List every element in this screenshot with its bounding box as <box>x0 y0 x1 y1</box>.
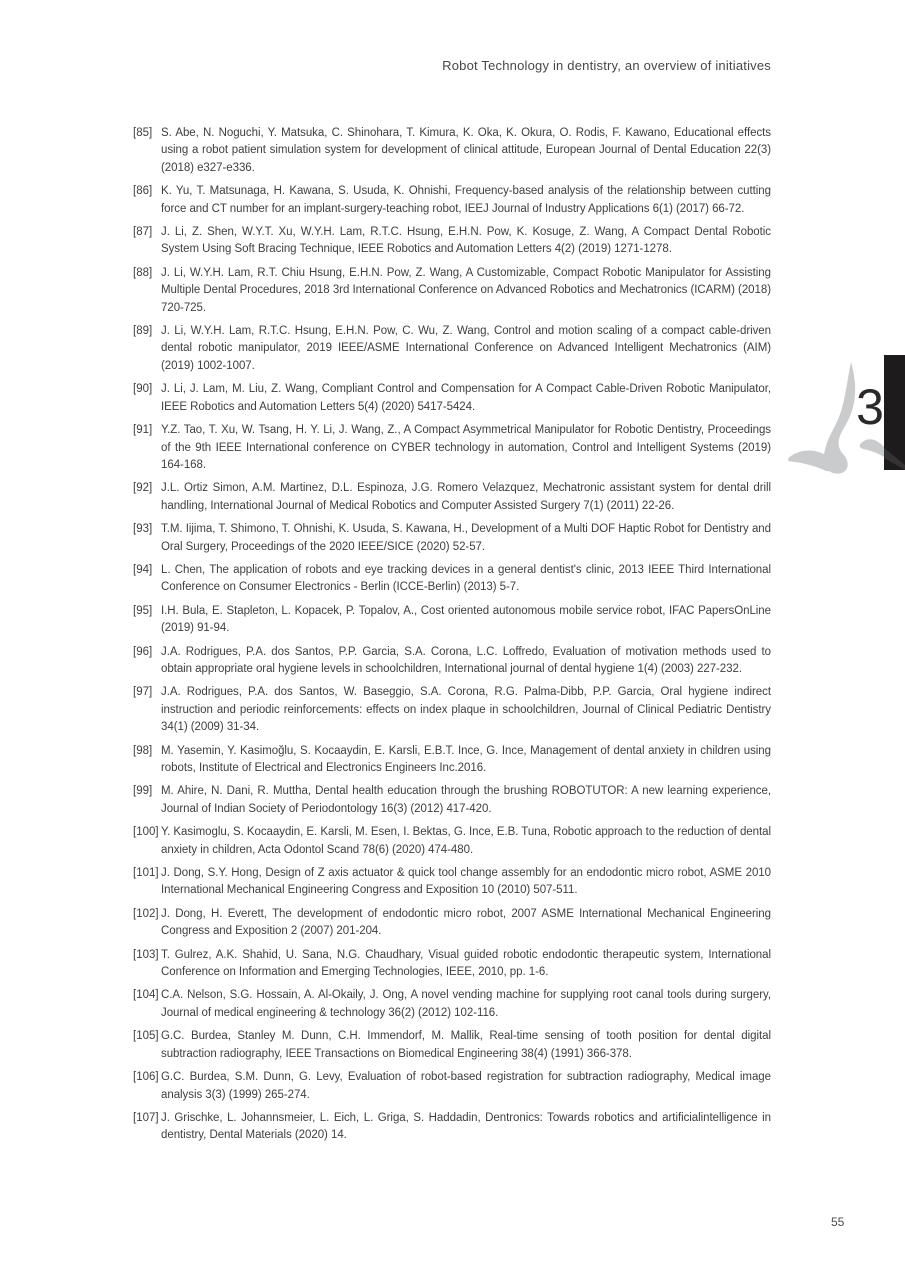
reference-label: [88] <box>133 266 153 279</box>
reference-text: G.C. Burdea, S.M. Dunn, G. Levy, Evaluation of robot-based registration for subtraction radiography, Medical image analysis 3(3) (1999) 265-274. <box>161 1071 771 1101</box>
reference-text: J. Li, W.Y.H. Lam, R.T. Chiu Hsung, E.H.N. Pow, Z. Wang, A Customizable, Compact Robotic Manipulator for Assisting Multiple Dental Procedures, 2018 3rd International Conference on Advanced Robotics and Mechatronics (ICARM) (2018) 720-725. <box>161 266 771 314</box>
reference-item <box>133 947 771 982</box>
chapter-tab-graphic <box>780 340 905 485</box>
reference-text: J. Dong, H. Everett, The development of endodontic micro robot, 2007 ASME International Mechanical Engineering Congress and Exposition 2 (2007) 201-204. <box>161 907 771 938</box>
reference-item <box>133 1028 771 1063</box>
tooth-root-tip-icon <box>860 439 884 457</box>
reference-text: M. Ahire, N. Dani, R. Muttha, Dental health education through the brushing ROBOTUTOR: A new learning experience, Journal of Indian Society of Periodontology 16(3) (2012) 417-420. <box>161 785 771 815</box>
chapter-tab <box>780 340 905 485</box>
chapter-number: 3 <box>856 379 884 435</box>
reference-label: [96] <box>133 645 153 658</box>
reference-label: [107] <box>133 1111 159 1124</box>
reference-label: [100] <box>133 826 159 839</box>
reference-label: [103] <box>133 948 159 961</box>
reference-label: [86] <box>133 185 153 198</box>
reference-text: M. Yasemin, Y. Kasimoğlu, S. Kocaaydin, E. Karsli, E.B.T. Ince, G. Ince, Management of dental anxiety in children using robots, Institute of Electrical and Electronics Engineers Inc.2016. <box>161 744 771 774</box>
reference-item <box>133 743 771 778</box>
reference-text: J. Li, Z. Shen, W.Y.T. Xu, W.Y.H. Lam, R.T.C. Hsung, E.H.N. Pow, K. Kosuge, Z. Wang, A Compact Dental Robotic System Using Soft Bracing Technique, IEEE Robotics and Automation Letters 4(2) (2019) 1271-1278. <box>161 226 771 256</box>
reference-text: I.H. Bula, E. Stapleton, L. Kopacek, P. Topalov, A., Cost oriented autonomous mobile service robot, IFAC PapersOnLine (2019) 91-94. <box>161 604 771 635</box>
reference-label: [105] <box>133 1030 159 1043</box>
reference-text: L. Chen, The application of robots and eye tracking devices in a general dentist's clinic, 2013 IEEE Third International Conference on Consumer Electronics - Berlin (ICCE-Berlin) (2013) 5-7. <box>161 563 771 594</box>
reference-label: [85] <box>133 127 153 139</box>
reference-text: J.A. Rodrigues, P.A. dos Santos, W. Baseggio, S.A. Corona, R.G. Palma-Dibb, P.P. Garcia, Oral hygiene indirect instruction and periodic reinforcements: effects on index plaque in schoolchildren, Journal of Clinical Pediatric Dentistry 34(1) (2009) 31-34. <box>161 686 771 734</box>
reference-label: [104] <box>133 989 159 1002</box>
reference-text: J.A. Rodrigues, P.A. dos Santos, P.P. Garcia, S.A. Corona, L.C. Loffredo, Evaluation of motivation methods used to obtain appropriate oral hygiene levels in schoolchildren, International journal of dental hygiene 1(4) (2003) 227-232. <box>161 645 771 675</box>
reference-text: Y.Z. Tao, T. Xu, W. Tsang, H. Y. Li, J. Wang, Z., A Compact Asymmetrical Manipulator for Robotic Dentistry, Proceedings of the 9th IEEE International conference on CYBER technology in automation, Control and Intelligent Systems (2019) 164-168. <box>161 424 771 471</box>
reference-item <box>133 824 771 859</box>
reference-label: [102] <box>133 907 159 920</box>
reference-label: [97] <box>133 686 153 699</box>
reference-item <box>133 865 771 900</box>
reference-item <box>133 422 771 474</box>
reference-text: J.L. Ortiz Simon, A.M. Martinez, D.L. Espinoza, J.G. Romero Velazquez, Mechatronic assistant system for dental drill handling, International Journal of Medical Robotics and Computer Assisted Surgery 7(1) (2011) 22-26. <box>161 482 771 512</box>
reference-item <box>133 987 771 1022</box>
reference-item <box>133 381 771 416</box>
reference-item <box>133 644 771 679</box>
reference-label: [91] <box>133 424 153 437</box>
reference-label: [87] <box>133 226 153 239</box>
reference-text: J. Li, J. Lam, M. Liu, Z. Wang, Compliant Control and Compensation for A Compact Cable-Driven Robotic Manipulator, IEEE Robotics and Automation Letters 5(4) (2020) 5417-5424. <box>161 383 771 413</box>
reference-list <box>133 125 771 1151</box>
page-number: 55 <box>831 1215 845 1229</box>
reference-text: T. Gulrez, A.K. Shahid, U. Sana, N.G. Chaudhary, Visual guided robotic endodontic therapeutic system, International Conference on Information and Emerging Technologies, IEEE, 2010, pp. 1-6. <box>161 948 771 979</box>
reference-item <box>133 521 771 556</box>
reference-text: Y. Kasimoglu, S. Kocaaydin, E. Karsli, M. Esen, I. Bektas, G. Ince, E.B. Tuna, Robotic approach to the reduction of dental anxiety in children, Acta Odontol Scand 78(6) (2020) 474-480. <box>161 826 771 856</box>
reference-text: S. Abe, N. Noguchi, Y. Matsuka, C. Shinohara, T. Kimura, K. Oka, K. Okura, O. Rodis, F. Kawano, Educational effects using a robot patient simulation system for development of clinical attitude, European Journal of Dental Education 22(3) (2018) e327-e336. <box>161 127 771 174</box>
reference-text: J. Grischke, L. Johannsmeier, L. Eich, L. Griga, S. Haddadin, Dentronics: Towards robotics and artificialintelligence in dentistry, Dental Materials (2020) 14. <box>161 1111 771 1142</box>
reference-item <box>133 265 771 317</box>
reference-label: [99] <box>133 785 153 798</box>
reference-item <box>133 1069 771 1104</box>
reference-text: T.M. Iijima, T. Shimono, T. Ohnishi, K. Usuda, S. Kawana, H., Development of a Multi DOF Haptic Robot for Dentistry and Oral Surgery, Proceedings of the 2020 IEEE/SICE (2020) 52-57. <box>161 523 771 553</box>
reference-item <box>133 603 771 638</box>
reference-label: [93] <box>133 523 153 536</box>
reference-item <box>133 224 771 259</box>
reference-text: C.A. Nelson, S.G. Hossain, A. Al-Okaily, J. Ong, A novel vending machine for supplying root canal tools during surgery, Journal of medical engineering & technology 36(2) (2012) 102-116. <box>161 989 771 1019</box>
reference-item <box>133 480 771 515</box>
reference-label: [98] <box>133 744 153 757</box>
reference-label: [106] <box>133 1071 159 1084</box>
reference-item <box>133 906 771 941</box>
reference-item <box>133 783 771 818</box>
reference-text: K. Yu, T. Matsunaga, H. Kawana, S. Usuda, K. Ohnishi, Frequency-based analysis of the relationship between cutting force and CT number for an implant-surgery-teaching robot, IEEJ Journal of Industry Applications 6(1) (2017) 66-72. <box>161 185 771 215</box>
reference-item <box>133 1110 771 1145</box>
tooth-root-icon <box>824 362 855 474</box>
reference-label: [89] <box>133 325 153 338</box>
reference-label: [101] <box>133 867 159 880</box>
reference-label: [90] <box>133 383 153 396</box>
reference-item <box>133 562 771 597</box>
reference-label: [95] <box>133 604 153 617</box>
reference-item <box>133 183 771 218</box>
reference-text: G.C. Burdea, Stanley M. Dunn, C.H. Immendorf, M. Mallik, Real-time sensing of tooth position for dental digital subtraction radiography, IEEE Transactions on Biomedical Engineering 38(4) (1991) 366-378. <box>161 1030 771 1060</box>
reference-item <box>133 323 771 375</box>
reference-item <box>133 125 771 177</box>
reference-text: J. Li, W.Y.H. Lam, R.T.C. Hsung, E.H.N. Pow, C. Wu, Z. Wang, Control and motion scaling of a compact cable-driven dental robotic manipulator, 2019 IEEE/ASME International Conference on Advanced Intelligent Mechatronics (AIM) (2019) 1002-1007. <box>161 325 771 372</box>
running-header-title: Robot Technology in dentistry, an overview of initiatives <box>442 58 771 73</box>
reference-label: [94] <box>133 563 153 576</box>
reference-item <box>133 684 771 736</box>
reference-text: J. Dong, S.Y. Hong, Design of Z axis actuator & quick tool change assembly for an endodontic micro robot, ASME 2010 International Mechanical Engineering Congress and Exposition 10 (2010) 507-511. <box>161 867 771 897</box>
reference-label: [92] <box>133 482 153 495</box>
